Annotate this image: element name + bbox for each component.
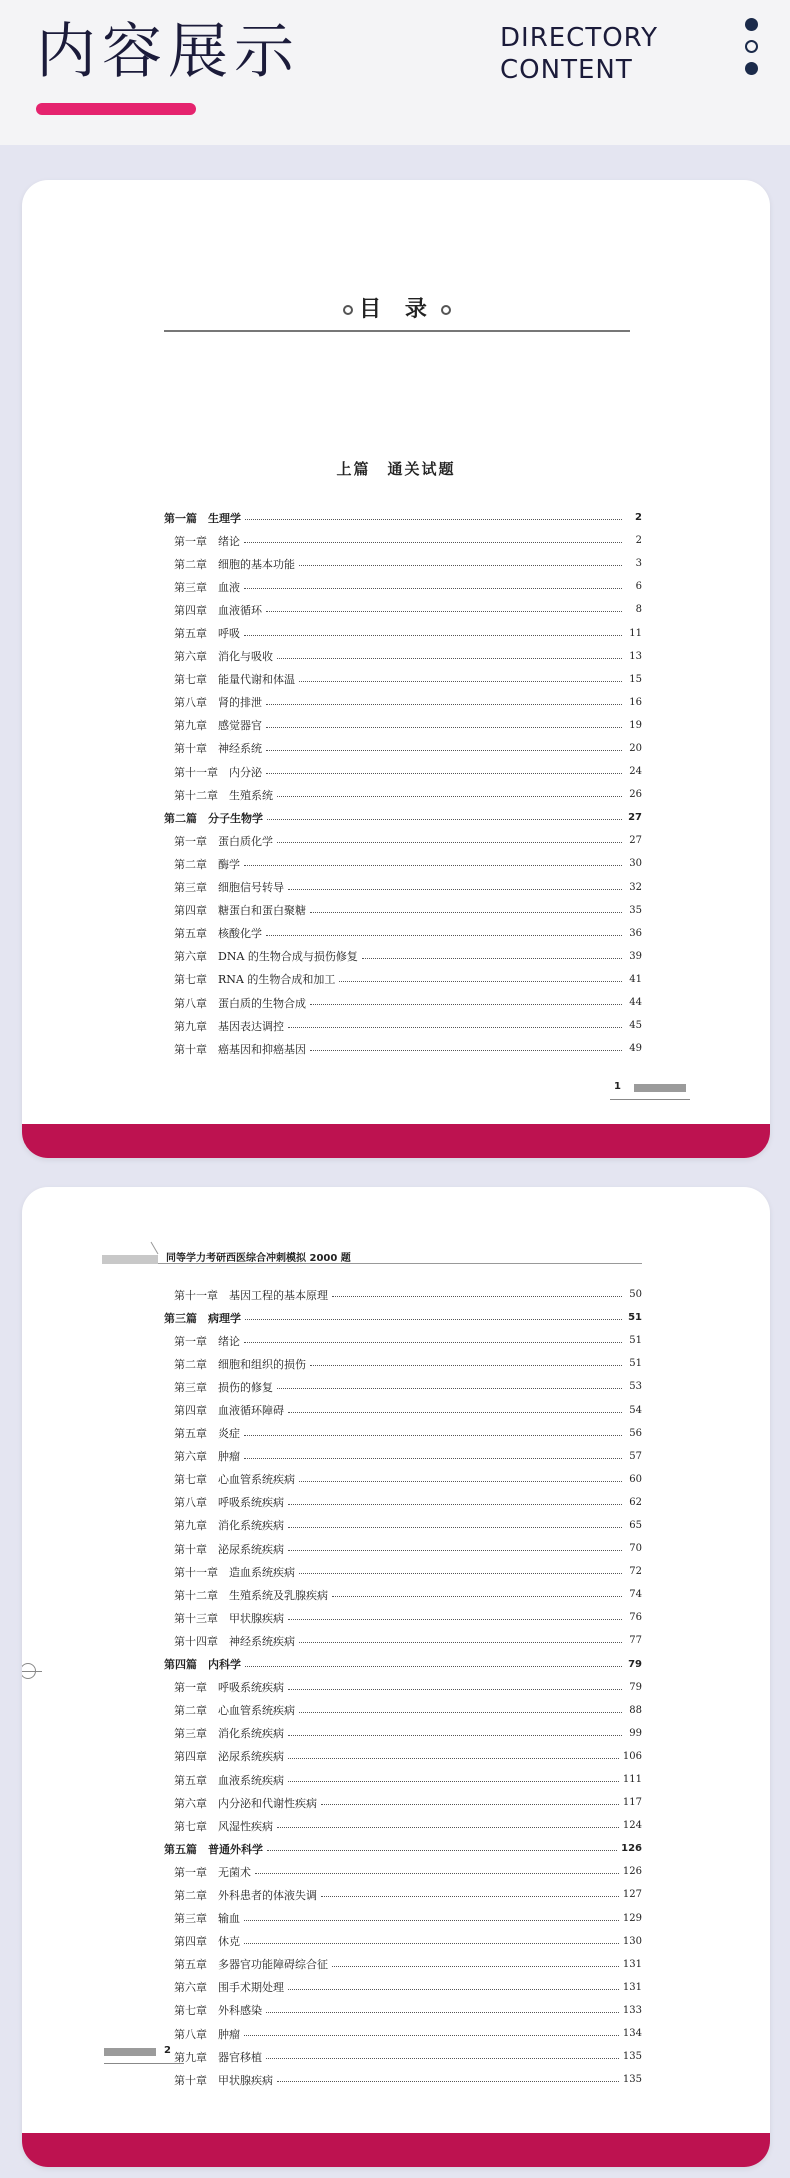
toc-entry-page: 51 [629,1335,642,1347]
dot-leader [362,958,622,959]
dot-leader [245,1319,622,1320]
toc-chapter-row [164,1953,642,1976]
toc-heading-text: 目 录 [359,297,435,322]
toc-chapter-row [164,1583,642,1606]
toc-entry-page: 41 [629,973,642,985]
toc-entry-label: 第四篇 内科学 [164,1658,241,1672]
toc-chapter-row [164,598,642,621]
toc-entry-page: 19 [629,719,642,731]
dot-leader [255,1873,619,1874]
toc-chapter-row [164,1375,642,1398]
dot-leader [267,819,622,820]
flourish-icon [343,305,353,315]
toc-entry-label: 第一章 绪论 [174,1334,240,1348]
dot-leader [299,681,622,682]
toc-entry-label: 第六章 内分泌和代谢性疾病 [174,1796,317,1810]
toc-chapter-row [164,1976,642,1999]
pagination-dots [745,18,761,84]
toc-entry-label: 第二章 酶学 [174,857,240,871]
toc-chapter-row [164,1883,642,1906]
toc-chapter-row [164,1860,642,1883]
dot-filled-icon [745,18,758,31]
toc-chapter-row [164,714,642,737]
toc-entry-label: 第十章 泌尿系统疾病 [174,1542,284,1556]
dot-leader [332,1596,622,1597]
dot-leader [299,1481,622,1482]
toc-entry-page: 134 [622,2028,642,2040]
toc-entry-label: 第十一章 基因工程的基本原理 [174,1288,328,1302]
toc-entry-page: 106 [622,1750,642,1762]
toc-entry-label: 第十二章 生殖系统及乳腺疾病 [174,1588,328,1602]
dot-leader [288,1619,622,1620]
toc-chapter-row [164,1745,642,1768]
toc-chapter-row [164,2045,642,2068]
toc-entry-label: 第三章 细胞信号转导 [174,881,284,895]
toc-entry-label: 第四章 糖蛋白和蛋白聚糖 [174,904,306,918]
toc-chapter-row [164,1352,642,1375]
toc-entry-page: 11 [629,627,642,639]
toc-chapter-row [164,529,642,552]
toc-entry-page: 45 [629,1020,642,1032]
toc-entry-label: 第二章 心血管系统疾病 [174,1704,295,1718]
toc-chapter-row [164,1676,642,1699]
toc-entry-page: 13 [629,650,642,662]
toc-chapter-row [164,645,642,668]
toc-entry-page: 126 [621,1843,642,1855]
toc-chapter-row [164,991,642,1014]
toc-entry-page: 49 [629,1043,642,1055]
toc-entry-label: 第六章 DNA 的生物合成与损伤修复 [174,950,358,964]
dot-leader [277,658,622,659]
toc-chapter-row [164,1814,642,1837]
toc-entry-label: 第三章 损伤的修复 [174,1380,273,1394]
dot-leader [244,588,622,589]
toc-chapter-row [164,1560,642,1583]
toc-entry-page: 26 [629,789,642,801]
toc-entry-label: 第十章 甲状腺疾病 [174,2073,273,2087]
card-footer-band [22,2133,770,2167]
toc-chapter-row [164,2022,642,2045]
toc-chapter-row [164,1791,642,1814]
toc-entry-page: 130 [622,1935,642,1947]
dot-leader [277,842,622,843]
toc-entry-label: 第七章 外科感染 [174,2004,262,2018]
toc-entry-page: 30 [629,858,642,870]
dot-filled-icon [745,62,758,75]
dot-leader [288,1989,619,1990]
dot-leader [310,1050,622,1051]
footer-bar [634,1084,686,1092]
flourish-icon [441,305,451,315]
crop-mark-icon [22,1659,42,1685]
dot-leader [288,1027,622,1028]
dot-leader [288,1758,619,1759]
dot-leader [288,1689,622,1690]
dot-leader [288,1735,622,1736]
toc-entry-page: 79 [629,1681,642,1693]
toc-entry-label: 第四章 血液循环 [174,603,262,617]
toc-entry-page: 135 [622,2051,642,2063]
running-head-text: 同等学力考研西医综合冲刺模拟 2000 题 [166,1253,351,1264]
dot-leader [288,1504,622,1505]
toc-chapter-row [164,552,642,575]
toc-entry-label: 第三章 消化系统疾病 [174,1727,284,1741]
toc-entry-label: 第二章 细胞的基本功能 [174,557,295,571]
toc-section-row [164,506,642,529]
toc-chapter-row [164,852,642,875]
toc-entry-page: 124 [622,1820,642,1832]
toc-entry-label: 第十四章 神经系统疾病 [174,1634,295,1648]
dot-leader [266,773,622,774]
toc-entry-label: 第十章 神经系统 [174,742,262,756]
dot-leader [244,635,622,636]
toc-chapter-row [164,760,642,783]
toc-entry-label: 第八章 肿瘤 [174,2027,240,2041]
page-header [0,0,790,145]
toc-chapter-row [164,829,642,852]
toc-entry-label: 第一章 绪论 [174,534,240,548]
toc-entry-label: 第五章 核酸化学 [174,927,262,941]
toc-list-page-1 [164,506,642,1060]
toc-entry-label: 第六章 围手术期处理 [174,1981,284,1995]
toc-chapter-row [164,1037,642,1060]
dot-leader [244,1458,622,1459]
toc-list-page-2 [164,1283,642,2091]
toc-entry-page: 27 [629,835,642,847]
dot-leader [244,865,622,866]
header-english-line-1: DIRECTORY [500,23,658,53]
page-number: 1 [614,1081,621,1092]
toc-chapter-row [164,1999,642,2022]
toc-entry-page: 16 [629,696,642,708]
toc-chapter-row [164,1468,642,1491]
dot-ring-icon [745,40,758,53]
toc-entry-label: 第二篇 分子生物学 [164,811,263,825]
dot-leader [332,1966,619,1967]
running-head-tick [151,1242,159,1255]
dot-leader [288,1527,622,1528]
toc-entry-page: 135 [622,2074,642,2086]
card-footer-band [22,1124,770,1158]
toc-entry-page: 72 [629,1566,642,1578]
toc-chapter-row [164,1283,642,1306]
dot-leader [245,519,622,520]
toc-entry-label: 第四章 血液循环障碍 [174,1404,284,1418]
toc-chapter-row [164,1606,642,1629]
toc-entry-page: 54 [629,1404,642,1416]
toc-chapter-row [164,1398,642,1421]
dot-leader [288,1412,622,1413]
toc-entry-page: 50 [629,1289,642,1301]
toc-chapter-row [164,1907,642,1930]
toc-entry-page: 8 [635,604,642,616]
toc-entry-label: 第十一章 造血系统疾病 [174,1565,295,1579]
title-underline-accent [36,103,196,115]
toc-entry-page: 88 [629,1704,642,1716]
toc-entry-page: 133 [622,2004,642,2016]
toc-chapter-row [164,1422,642,1445]
toc-entry-page: 76 [629,1612,642,1624]
toc-entry-page: 111 [622,1774,642,1786]
toc-entry-label: 第七章 心血管系统疾病 [174,1473,295,1487]
toc-chapter-row [164,691,642,714]
page-number: 2 [164,2045,171,2056]
toc-entry-page: 131 [622,1981,642,1993]
toc-page-2-card [22,1187,770,2167]
toc-section-row [164,1306,642,1329]
toc-entry-label: 第八章 呼吸系统疾病 [174,1496,284,1510]
toc-chapter-row [164,1514,642,1537]
toc-entry-page: 129 [622,1912,642,1924]
toc-entry-page: 74 [629,1589,642,1601]
dot-leader [277,1388,622,1389]
toc-entry-page: 36 [629,927,642,939]
toc-entry-label: 第五章 多器官功能障碍综合征 [174,1958,328,1972]
toc-entry-page: 70 [629,1543,642,1555]
toc-entry-label: 第九章 器官移植 [174,2050,262,2064]
toc-entry-label: 第五章 呼吸 [174,627,240,641]
dot-leader [310,1365,622,1366]
toc-chapter-row [164,1629,642,1652]
toc-chapter-row [164,668,642,691]
toc-chapter-row [164,783,642,806]
dot-leader [299,565,622,566]
toc-entry-page: 127 [622,1889,642,1901]
toc-chapter-row [164,1537,642,1560]
toc-entry-label: 第九章 消化系统疾病 [174,1519,284,1533]
dot-leader [288,889,622,890]
dot-leader [299,1712,622,1713]
dot-leader [299,1573,622,1574]
dot-leader [339,981,622,982]
toc-chapter-row [164,1329,642,1352]
toc-chapter-row [164,1768,642,1791]
dot-leader [299,1642,622,1643]
toc-entry-label: 第八章 肾的排泄 [174,696,262,710]
dot-leader [245,1666,622,1667]
toc-chapter-row [164,945,642,968]
toc-entry-label: 第一章 蛋白质化学 [174,834,273,848]
dot-leader [244,542,622,543]
toc-entry-label: 第七章 RNA 的生物合成和加工 [174,973,336,987]
header-english-title [500,22,658,86]
toc-entry-label: 第十一章 内分泌 [174,765,262,779]
toc-entry-page: 60 [629,1473,642,1485]
toc-entry-label: 第十章 癌基因和抑癌基因 [174,1042,306,1056]
dot-leader [266,750,622,751]
toc-entry-label: 第一章 呼吸系统疾病 [174,1681,284,1695]
toc-entry-page: 32 [629,881,642,893]
toc-entry-label: 第四章 泌尿系统疾病 [174,1750,284,1764]
toc-entry-page: 51 [628,1312,642,1324]
dot-leader [266,611,622,612]
toc-section-row [164,1653,642,1676]
toc-chapter-row [164,575,642,598]
toc-entry-label: 第十二章 生殖系统 [174,788,273,802]
toc-heading [164,292,630,332]
dot-leader [277,1827,619,1828]
toc-entry-page: 24 [629,766,642,778]
toc-entry-label: 第十三章 甲状腺疾病 [174,1611,284,1625]
toc-entry-page: 15 [629,673,642,685]
toc-chapter-row [164,1491,642,1514]
dot-leader [267,1850,617,1851]
dot-leader [244,1943,619,1944]
toc-entry-label: 第六章 肿瘤 [174,1450,240,1464]
dot-leader [310,1004,622,1005]
dot-leader [332,1296,622,1297]
toc-chapter-row [164,1722,642,1745]
toc-entry-label: 第二章 外科患者的体液失调 [174,1888,317,1902]
toc-entry-page: 53 [629,1381,642,1393]
toc-entry-label: 第五章 炎症 [174,1427,240,1441]
dot-leader [321,1804,619,1805]
dot-leader [321,1896,619,1897]
running-head-bar [102,1255,158,1264]
toc-entry-label: 第三章 输血 [174,1912,240,1926]
toc-entry-page: 27 [628,812,642,824]
toc-entry-label: 第八章 蛋白质的生物合成 [174,996,306,1010]
toc-entry-page: 126 [622,1866,642,1878]
toc-entry-page: 2 [635,512,642,524]
toc-chapter-row [164,876,642,899]
toc-page-1-card [22,180,770,1158]
toc-chapter-row [164,621,642,644]
toc-entry-page: 44 [629,997,642,1009]
toc-entry-label: 第四章 休克 [174,1935,240,1949]
toc-entry-page: 20 [629,742,642,754]
toc-entry-label: 第九章 感觉器官 [174,719,262,733]
dot-leader [277,2081,619,2082]
toc-entry-label: 第一篇 生理学 [164,511,241,525]
toc-entry-page: 51 [629,1358,642,1370]
toc-entry-label: 第二章 细胞和组织的损伤 [174,1357,306,1371]
page-footer [104,2044,184,2064]
toc-entry-label: 第七章 风湿性疾病 [174,1819,273,1833]
toc-entry-label: 第九章 基因表达调控 [174,1019,284,1033]
toc-entry-page: 79 [628,1658,642,1670]
toc-chapter-row [164,2068,642,2091]
part-title: 上篇 通关试题 [336,460,456,478]
dot-leader [266,935,622,936]
toc-entry-label: 第七章 能量代谢和体温 [174,673,295,687]
toc-entry-page: 2 [635,535,642,547]
toc-chapter-row [164,922,642,945]
toc-entry-label: 第五章 血液系统疾病 [174,1773,284,1787]
dot-leader [277,796,622,797]
page-title: 内容展示 [36,17,300,87]
dot-leader [266,727,622,728]
dot-leader [244,2035,619,2036]
toc-chapter-row [164,1699,642,1722]
header-english-line-2: CONTENT [500,55,633,85]
toc-entry-page: 56 [629,1427,642,1439]
toc-entry-label: 第六章 消化与吸收 [174,650,273,664]
toc-section-row [164,1837,642,1860]
running-head [102,1249,642,1265]
page-footer [610,1080,690,1100]
toc-entry-label: 第一章 无菌术 [174,1865,251,1879]
toc-entry-page: 6 [635,581,642,593]
dot-leader [310,912,622,913]
dot-leader [288,1781,619,1782]
toc-chapter-row [164,1445,642,1468]
dot-leader [266,704,622,705]
toc-entry-label: 第三章 血液 [174,580,240,594]
toc-chapter-row [164,1014,642,1037]
dot-leader [288,1550,622,1551]
dot-leader [244,1342,622,1343]
toc-chapter-row [164,899,642,922]
toc-entry-page: 99 [629,1727,642,1739]
toc-entry-page: 77 [629,1635,642,1647]
toc-entry-page: 117 [622,1797,642,1809]
toc-entry-label: 第三篇 病理学 [164,1311,241,1325]
dot-leader [244,1435,622,1436]
toc-entry-page: 62 [629,1496,642,1508]
toc-entry-label: 第五篇 普通外科学 [164,1842,263,1856]
footer-bar [104,2048,156,2056]
toc-entry-page: 65 [629,1519,642,1531]
toc-entry-page: 35 [629,904,642,916]
dot-leader [244,1920,619,1921]
toc-entry-page: 39 [629,950,642,962]
toc-chapter-row [164,1930,642,1953]
dot-leader [266,2058,619,2059]
toc-entry-page: 57 [629,1450,642,1462]
dot-leader [266,2012,619,2013]
toc-section-row [164,806,642,829]
toc-chapter-row [164,737,642,760]
toc-entry-page: 3 [635,558,642,570]
toc-entry-page: 131 [622,1958,642,1970]
toc-chapter-row [164,968,642,991]
